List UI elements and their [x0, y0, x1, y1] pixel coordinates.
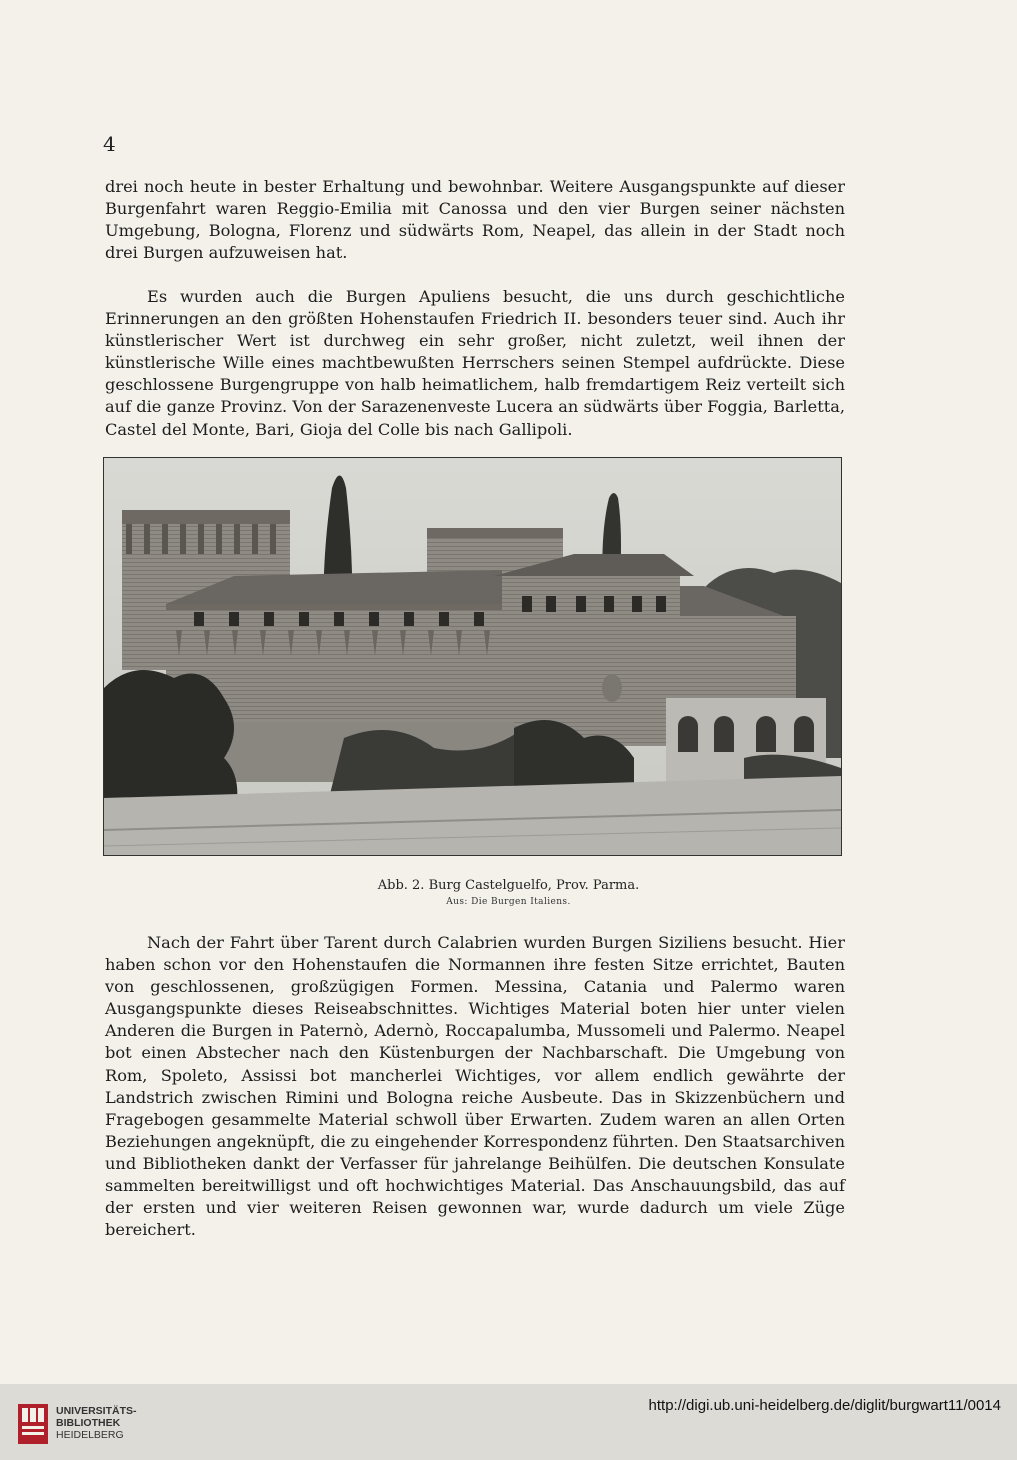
library-name: [56, 1405, 137, 1441]
library-name-line-1: UNIVERSITÄTS-: [56, 1405, 137, 1417]
paragraph-1: drei noch heute in bester Erhaltung und bewohnbar. Weitere Ausgangspunkte auf dieser Burgenfahrt waren Reggio-Emilia mit Canossa und den vier Burgen seiner nächsten Umgebung, Bologna, Florenz und südwärts Rom, Neapel, das allein in der Stadt noch drei Burgen aufzuweisen hat.: [105, 177, 845, 263]
castle-photograph: [103, 457, 842, 856]
library-name-line-2: BIBLIOTHEK: [56, 1417, 121, 1429]
paragraph-3: Nach der Fahrt über Tarent durch Calabrien wurden Burgen Siziliens besucht. Hier haben schon vor den Hohenstaufen die Normannen ihre festen Sitze errichtet, Bauten von geschlossenen, großzügigen Formen. Messina, Catania und Palermo waren Ausgangspunkte dieses Reiseabschnittes. Wichtiges Material boten hier unter vielen Anderen die Burgen in Paternò, Adernò, Roccapalumba, Mussomeli und Palermo. Neapel bot einen Abstecher nach den Küstenburgen der Nachbarschaft. Die Umgebung von Rom, Spoleto, Assissi bot mancherlei Wichtiges, vor allem endlich gewährte der Landstrich zwischen Rimini und Bologna reiche Ausbeute. Das in Skizzenbüchern und Fragebogen gesammelte Material schwoll über Erwarten. Zudem waren an allen Orten Beziehungen angeknüpft, die zu eingehender Korrespondenz führten. Den Staatsarchiven und Bibliotheken dankt der Verfasser für jahrelange Beihülfen. Die deutschen Konsulate sammelten bereitwilligst und oft hochwichtiges Material. Das Anschauungsbild, das auf der ersten und vier weiteren Reisen gewonnen war, wurde dadurch um viele Züge bereichert.: [105, 933, 845, 1240]
viewer-footer: [0, 1384, 1017, 1460]
page-number: 4: [103, 132, 116, 156]
paragraph-2: Es wurden auch die Burgen Apuliens besucht, die uns durch geschichtliche Erinnerungen an den größten Hohenstaufen Friedrich II. besonders teuer sind. Auch ihr künstlerischer Wert ist durchweg ein sehr großer, nicht zuletzt, weil ihnen der künstlerische Wille eines machtbewußten Herrschers seinen Stempel aufdrückte. Diese geschlossene Burgengruppe von halb heimatlichem, halb fremdartigem Reiz verteilt sich auf die ganze Provinz. Von der Sarazenenveste Lucera an südwärts über Foggia, Barletta, Castel del Monte, Bari, Gioja del Colle bis nach Gallipoli.: [105, 287, 845, 439]
figure-source: Aus: Die Burgen Italiens.: [446, 897, 571, 907]
permalink-url[interactable]: http://digi.ub.uni-heidelberg.de/diglit/burgwart11/0014: [648, 1397, 1001, 1414]
figure-caption: Abb. 2. Burg Castelguelfo, Prov. Parma.: [377, 878, 640, 893]
library-name-line-3: HEIDELBERG: [56, 1429, 124, 1441]
library-logo-icon: [18, 1404, 48, 1444]
